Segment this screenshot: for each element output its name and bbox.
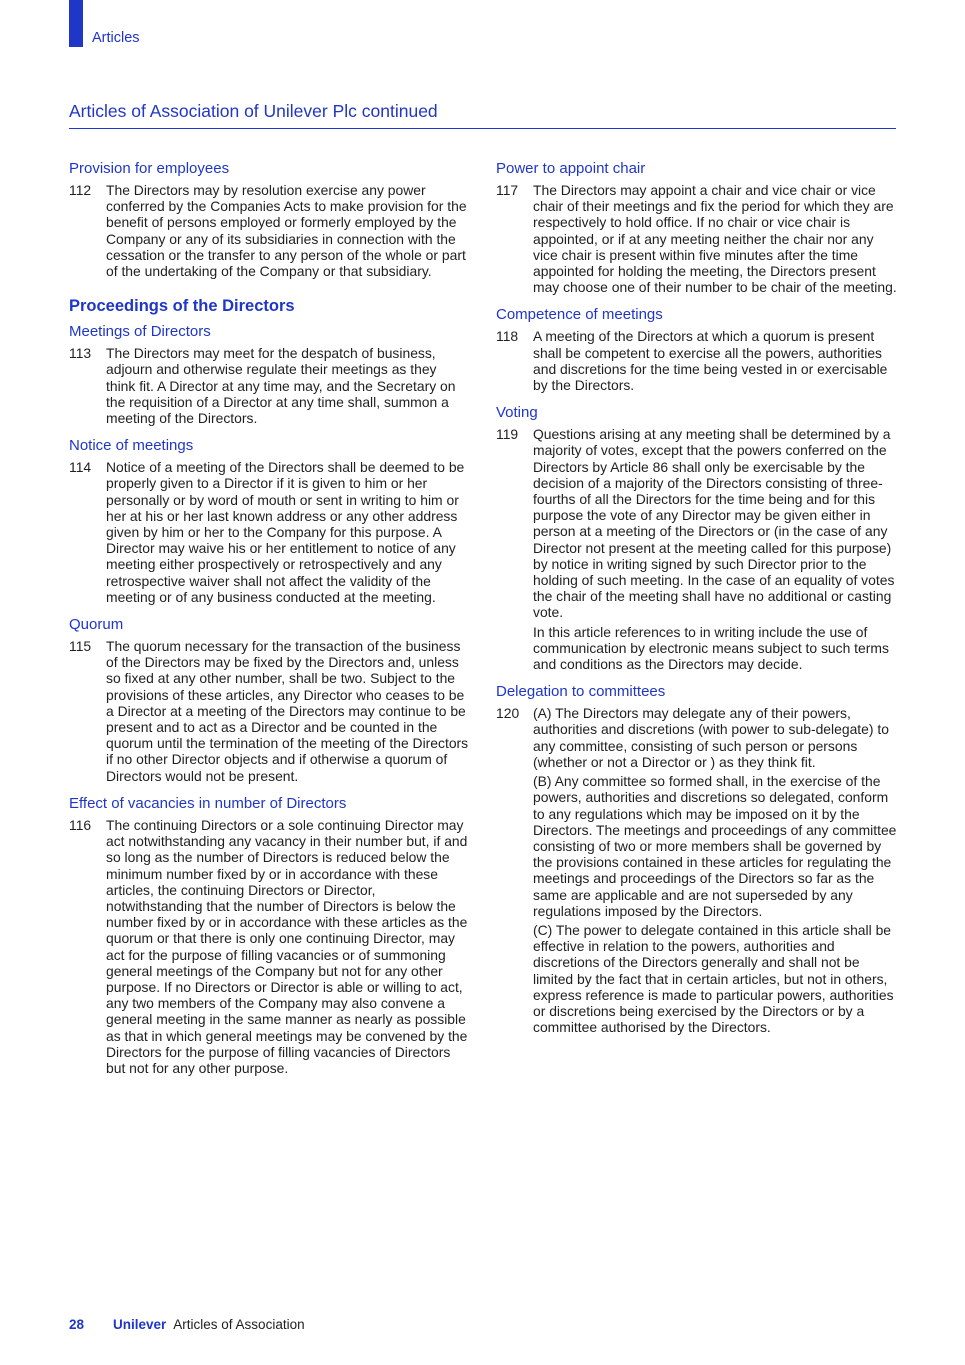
heading-voting: Voting bbox=[496, 404, 538, 422]
article-number: 116 bbox=[69, 816, 92, 833]
title-divider bbox=[69, 128, 896, 129]
article-number: 115 bbox=[69, 638, 92, 655]
article-text: The continuing Directors or a sole continuing Director may act notwithstanding any vacancy in their number but, if and so long as the number of Directors is reduced below the minimum number fixed by or in accordance with these articles, the continuing Directors or Director, notwithstanding that the number of Directors is below the number fixed by or in accordance with these articles as the quorum or that there is only one continuing Director, may act for the purpose of filling vacancies or of summoning general meetings of the Company but not for any other purpose. If no Directors or Director is able or willing to act, any two members of the Company may also convene a general meeting in the same manner as nearly as possible as that in which general meetings may be convened by the Directors for the purpose of filling vacancies of Directors but not for any other purpose. bbox=[106, 816, 468, 1076]
article-number: 113 bbox=[69, 345, 92, 362]
article-114 bbox=[69, 459, 469, 608]
article-115 bbox=[69, 638, 469, 787]
article-text: Notice of a meeting of the Directors shall be deemed to be properly given to a Director if it is given to him or her personally or by word of mouth or sent in writing to him or her at his or her last known address or any other address given by him or her to the Company for this purpose. A Director may waive his or her entitlement to notice of any meeting either prospectively or retrospectively and any retrospective waiver shall not affect the validity of the meeting or of any business conducted at the meeting. bbox=[106, 459, 465, 605]
article-117 bbox=[496, 182, 898, 298]
article-text: Questions arising at any meeting shall be determined by a majority of votes, except that the powers conferred on the Directors by Article 86 shall only be exercisable by the decision of a majority of the Directors consisting of three-fourths of all the Directors for the time being and for this purpose the vote of any Director may be given either in person at a meeting of the Directors or (in the case of any Director not present at the meeting called for this purpose) by notice in writing signed by such Director prior to the holding of such meeting. In the case of an equality of votes the chair of the meeting shall have no additional or casting vote. bbox=[533, 426, 895, 621]
article-number: 118 bbox=[496, 328, 519, 345]
section-label: Articles bbox=[92, 30, 140, 46]
article-119 bbox=[496, 426, 898, 675]
article-112 bbox=[69, 182, 469, 282]
article-text: The quorum necessary for the transaction of the business of the Directors may be fixed by the Directors and, unless so fixed at any other number, shall be two. Subject to the provisions of these articles, any Director who ceases to be a Director at a meeting of the Directors may continue to be present and to act as a Director and be counted in the quorum until the termination of the meeting of the Directors if no other Director objects and if otherwise a quorum of Directors would not be present. bbox=[106, 638, 469, 784]
heading-proceedings-of-directors: Proceedings of the Directors bbox=[69, 297, 295, 316]
heading-effect-of-vacancies: Effect of vacancies in number of Directors bbox=[69, 794, 347, 812]
document-name: Articles of Association bbox=[173, 1317, 305, 1332]
brand-name: Unilever bbox=[113, 1317, 167, 1332]
heading-provision-for-employees: Provision for employees bbox=[69, 160, 230, 177]
article-text: A meeting of the Directors at which a quorum is present shall be competent to exercise all the powers, authorities and discretions for the time being vested in or exercisable by the Directors. bbox=[533, 328, 888, 394]
article-118 bbox=[496, 328, 898, 396]
article-text: The Directors may appoint a chair and vice chair or vice chair of their meetings and fix the period for which they are respectively to hold office. If no chair or vice chair is appointed, or if at any meeting neither the chair nor any vice chair is present within five minutes after the time appointed for holding the meeting, the Directors present may choose one of their number to be chair of the meeting. bbox=[533, 182, 897, 296]
article-number: 112 bbox=[69, 182, 92, 198]
page-footer bbox=[69, 1317, 305, 1332]
article-text: The Directors may by resolution exercise any power conferred by the Companies Acts to make provision for the benefit of persons employed or formerly employed by the Company or any of its subsidiaries in connection with the cessation or the transfer to any person of the whole or part of the undertaking of the Company or that subsidiary. bbox=[106, 182, 467, 280]
article-116 bbox=[69, 817, 469, 1079]
article-number: 120 bbox=[496, 705, 520, 722]
section-tab-marker bbox=[69, 0, 83, 47]
left-column bbox=[69, 160, 469, 1079]
heading-quorum: Quorum bbox=[69, 616, 124, 634]
article-text: The Directors may meet for the despatch of business, adjourn and otherwise regulate their meetings as they think fit. A Director at any time may, and the Secretary on the requisition of a Director at any time shall, summon a meeting of the Directors. bbox=[106, 345, 456, 427]
right-column bbox=[496, 160, 898, 1038]
article-120 bbox=[496, 705, 898, 1038]
article-text: In this article references to in writing include the use of communication by electronic means subject to such terms and conditions as the Directors may decide. bbox=[533, 623, 889, 673]
page-number: 28 bbox=[69, 1317, 85, 1332]
heading-delegation-to-committees: Delegation to committees bbox=[496, 683, 666, 701]
article-clause-b: (B) Any committee so formed shall, in the exercise of the powers, authorities and discretions so delegated, conform to any regulations which may be imposed on it by the Directors. The meetings and proceedings of any committee consisting of two or more members shall be governed by the provisions contained in these articles for regulating the meetings and proceedings of the Directors so far as the same are applicable and are not superseded by any regulations imposed by the Directors. bbox=[533, 773, 897, 919]
heading-meetings-of-directors: Meetings of Directors bbox=[69, 323, 211, 341]
article-113 bbox=[69, 345, 469, 429]
article-number: 117 bbox=[496, 182, 519, 198]
article-clause-c: (C) The power to delegate contained in this article shall be effective in relation to the powers, authorities and discretions of the Directors generally and shall not be limited by the fact that in certain articles, but not in others, express reference is made to particular powers, authorities or discretions being exercised by the Directors or by a committee authorised by the Directors. bbox=[533, 921, 894, 1036]
heading-notice-of-meetings: Notice of meetings bbox=[69, 437, 194, 455]
article-number: 119 bbox=[496, 426, 519, 443]
article-clause-a: (A) The Directors may delegate any of their powers, authorities and discretions (with power to sub-delegate) to any committee, consisting of such person or persons (whether or not a Director or ) as they think fit. bbox=[533, 705, 889, 770]
heading-competence-of-meetings: Competence of meetings bbox=[496, 306, 663, 324]
page-title: Articles of Association of Unilever Plc continued bbox=[69, 101, 438, 121]
article-number: 114 bbox=[69, 459, 92, 476]
heading-power-to-appoint-chair: Power to appoint chair bbox=[496, 160, 646, 177]
